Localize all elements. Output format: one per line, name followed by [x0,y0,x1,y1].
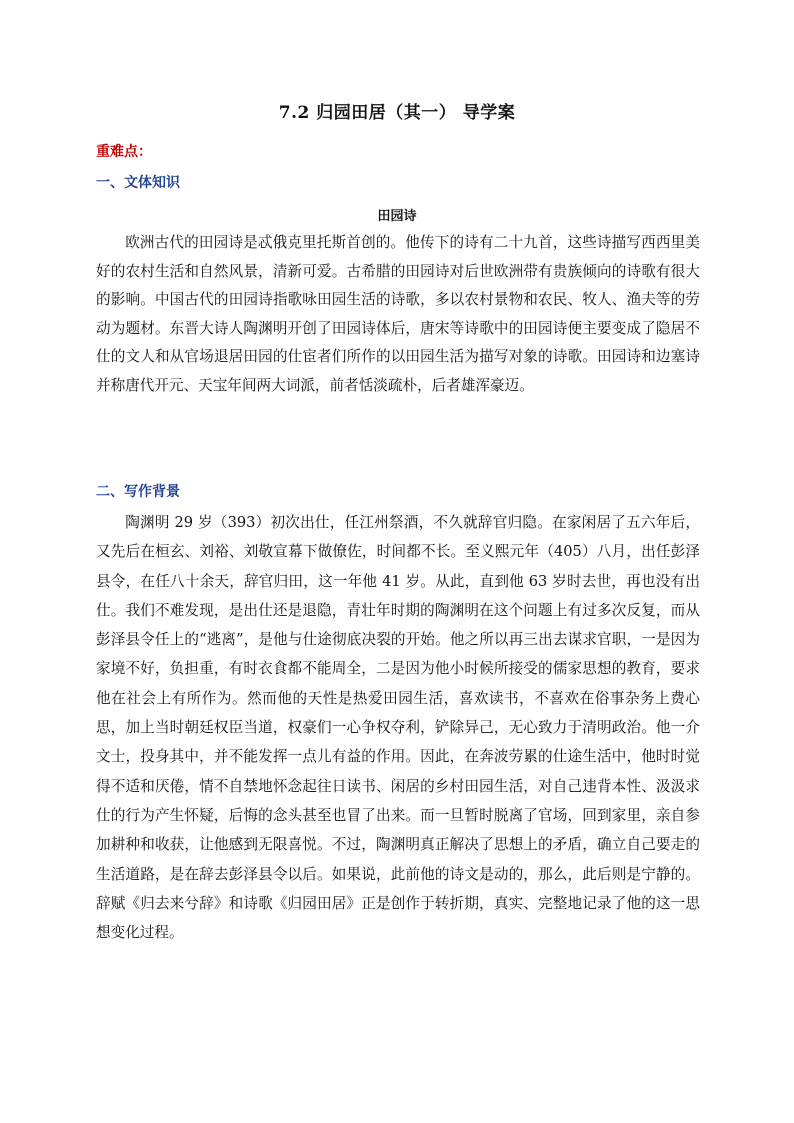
section-heading-writing-background: 二、写作背景 [96,484,180,500]
section-heading-genre-knowledge: 一、文体知识 [96,175,180,191]
paragraph-pastoral-poetry: 欧洲古代的田园诗是忒俄克里托斯首创的。他传下的诗有二十九首，这些诗描写西西里美好的农村生活和自然风景，清新可爱。古希腊的田园诗对后世欧洲带有贵族倾向的诗歌有很大的影响。中国古代的田园诗指歌咏田园生活的诗歌，多以农村景物和农民、牧人、渔夫等的劳动为题材。东晋大诗人陶渊明开创了田园诗体后，唐宋等诗歌中的田园诗便主要变成了隐居不仕的文人和从官场退居田园的仕宦者们所作的以田园生活为描写对象的诗歌。田园诗和边塞诗并称唐代开元、天宝年间两大词派，前者恬淡疏朴，后者雄浑豪迈。 [96,234,700,394]
paragraph-writing-background: 陶渊明 29 岁（393）初次出仕，任江州祭酒，不久就辞官归隐。在家闲居了五六年后，又先后在桓玄、刘裕、刘敬宣幕下做僚佐，时间都不长。至义熙元年（405）八月，出任彭泽县令，在任八十余天，辞官归田，这一年他 41 岁。从此，直到他 63 岁时去世，再也没有出仕。我们不难发现，是出仕还是退隐，青壮年时期的陶渊明在这个问题上有过多次反复，而从彭泽县令任上的“逃离”，是他与仕途彻底决裂的开始。他之所以再三出去谋求官职，一是因为家境不好，负担重，有时衣食都不能周全，二是因为他小时候所接受的儒家思想的教育，要求他在社会上有所作为。然而他的天性是热爱田园生活，喜欢读书，不喜欢在俗事杂务上费心思，加上当时朝廷权臣当道，权豪们一心争权夺利，铲除异己，无心致力于清明政治。他一介文士，投身其中，并不能发挥一点儿有益的作用。因此，在奔波劳累的仕途生活中，他时时觉得不适和厌倦，情不自禁地怀念起往日读书、闲居的乡村田园生活，对自己违背本性、汲汲求仕的行为产生怀疑，后悔的念头甚至也冒了出来。而一旦暂时脱离了官场，回到家里，亲自参加耕种和收获，让他感到无限喜悦。不过，陶渊明真正解决了思想上的矛盾，确立自己要走的生活道路，是在辞去彭泽县令以后。如果说，此前他的诗文是动的，那么，此后则是宁静的。辞赋《归去来兮辞》和诗歌《归园田居》正是创作于转折期，真实、完整地记录了他的这一思想变化过程。 [96,514,700,942]
key-points-label: 重难点： [96,144,152,160]
subheading-pastoral-poetry: 田园诗 [377,209,417,224]
document-title: 7.2 归园田居（其一） 导学案 [278,103,516,123]
